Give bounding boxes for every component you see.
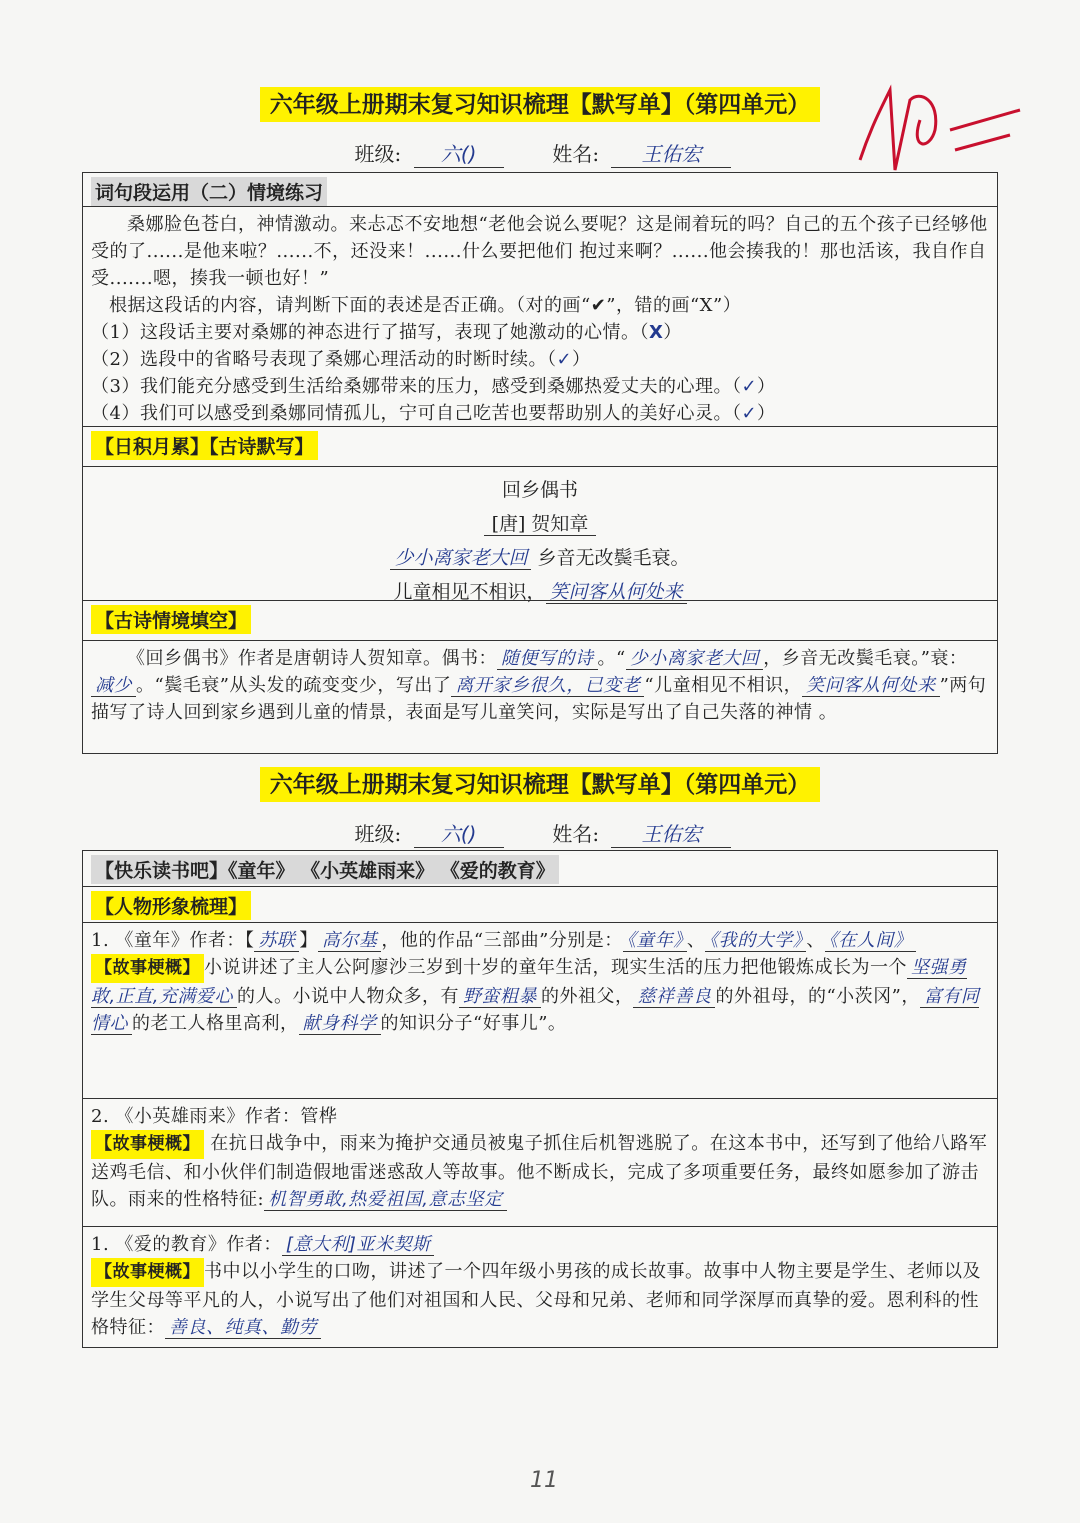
name-label: 姓名: — [552, 822, 600, 846]
name-value: 王佑宏 — [611, 138, 731, 168]
page-number: 11 — [530, 1468, 558, 1493]
book-childhood — [83, 923, 997, 1099]
poem-line-2: 儿童相见不相识， 笑问客从何处来 — [91, 575, 989, 609]
poem-block — [83, 467, 997, 601]
section-head-context-practice: 词句段运用（二）情境练习 — [83, 173, 997, 207]
book-little-hero — [83, 1099, 997, 1227]
section-head-characters: 【人物形象梳理】 — [83, 887, 997, 923]
sheet2-meta — [0, 818, 1080, 848]
judge-item-4: （4）我们可以感受到桑娜同情孤儿，宁可自己吃苦也要帮助别人的美好心灵。（✓） — [91, 403, 776, 424]
little-hero-summary: 【故事梗概】 在抗日战争中，雨来为掩护交通员被鬼子抓住后机智逃脱了。在这本书中，还写到了他给八路军送鸡毛信、和小伙伴们制造假地雷迷惑敌人等故事。他不断成长，完成了多项重要任务，最终如愿参加了游击队。雨来的性格特征: 机智勇敢,热爱祖国,意志坚定 — [91, 1130, 989, 1213]
sheet2-title: 六年级上册期末复习知识梳理【默写单】（第四单元） — [0, 766, 1080, 799]
sheet2-table — [82, 850, 998, 1348]
name-value: 王佑宏 — [611, 818, 731, 848]
book-love-education — [83, 1227, 997, 1345]
passage-text: 桑娜脸色苍白，神情激动。来忐忑不安地想“老他会说么要呢？这是闹着玩的吗？自己的五个孩子已经够他受的了......是他来啦？......不，还没来！......什么要把他们 抱过来啊？......他会揍我的！那也活该，我自作自受.......嗯，揍我一顿也好！” — [91, 214, 988, 289]
poem-author: [唐] 贺知章 — [484, 513, 597, 536]
little-hero-author-line: 2. 《小英雄雨来》作者：管桦 — [91, 1106, 338, 1127]
section-head-poem-fill: 【古诗情境填空】 — [83, 601, 997, 641]
poem-title: 回乡偶书 — [501, 479, 578, 501]
class-label: 班级: — [354, 142, 402, 166]
childhood-author-line: 1. 《童年》作者：【 苏联 】 高尔基 ，他的作品“三部曲”分别是： 《童年》 、 《我的大学》 、 《在人间》 — [91, 927, 989, 954]
passage-block — [83, 207, 997, 427]
poem-fill-paragraph: 《回乡偶书》作者是唐朝诗人贺知章。偶书： 随便写的诗 。“ 少小离家老大回 ，乡音无改鬓毛衰。”衰：减少 。“鬓毛衰”从头发的疏变变少，写出了 离开家乡很久，已变老 “儿童相见不相识， 笑问客从何处来 ”两句描写了诗人回到家乡遇到儿童的情景，表面是写儿童笑问，实际是写出了自己失落的神情 。 — [91, 648, 987, 723]
judge-item-3: （3）我们能充分感受到生活给桑娜带来的压力，感受到桑娜热爱丈夫的心理。（✓） — [91, 376, 776, 397]
instruction-text: 根据这段话的内容，请判断下面的表述是否正确。（对的画“✔”，错的画“X”） — [109, 295, 742, 316]
love-education-author-line: 1. 《爱的教育》作者： [意大利]亚米契斯 — [91, 1231, 989, 1258]
sheet1-title: 六年级上册期末复习知识梳理【默写单】（第四单元） — [0, 86, 1080, 119]
class-value: 六() — [414, 818, 504, 848]
name-label: 姓名: — [552, 142, 600, 166]
sheet1-table — [82, 172, 998, 754]
class-label: 班级: — [354, 822, 402, 846]
poem-line-1: 少小离家老大回 乡音无改鬓毛衰。 — [91, 541, 989, 575]
class-value: 六() — [414, 138, 504, 168]
judge-item-1: （1）这段话主要对桑娜的神态进行了描写，表现了她激动的心情。（X） — [91, 322, 682, 343]
section-head-poem: 【日积月累】【古诗默写】 — [83, 427, 997, 467]
love-education-summary: 【故事梗概】 书中以小学生的口吻，讲述了一个四年级小男孩的成长故事。故事中人物主要是学生、老师以及学生父母等平凡的人，小说写出了他们对祖国和人民、父母和兄弟、老师和同学深厚而真挚的爱。恩利科的性格特征： 善良、纯真、勤劳 — [91, 1258, 989, 1341]
judge-item-2: （2）选段中的省略号表现了桑娜心理活动的时断时续。（✓） — [91, 349, 591, 370]
childhood-summary: 【故事梗概】 小说讲述了主人公阿廖沙三岁到十岁的童年生活，现实生活的压力把他锻炼成长为一个 坚强勇敢,正直,充满爱心 的人。小说中人物众多，有 野蛮粗暴 的外祖父， 慈祥善良 的外祖母，的“小茨冈”， 富有同情心 的老工人格里高利， 献身科学 的知识分子“好事儿”。 — [91, 954, 989, 1037]
section-head-reading: 【快乐读书吧】《童年》 《小英雄雨来》 《爱的教育》 — [83, 851, 997, 887]
